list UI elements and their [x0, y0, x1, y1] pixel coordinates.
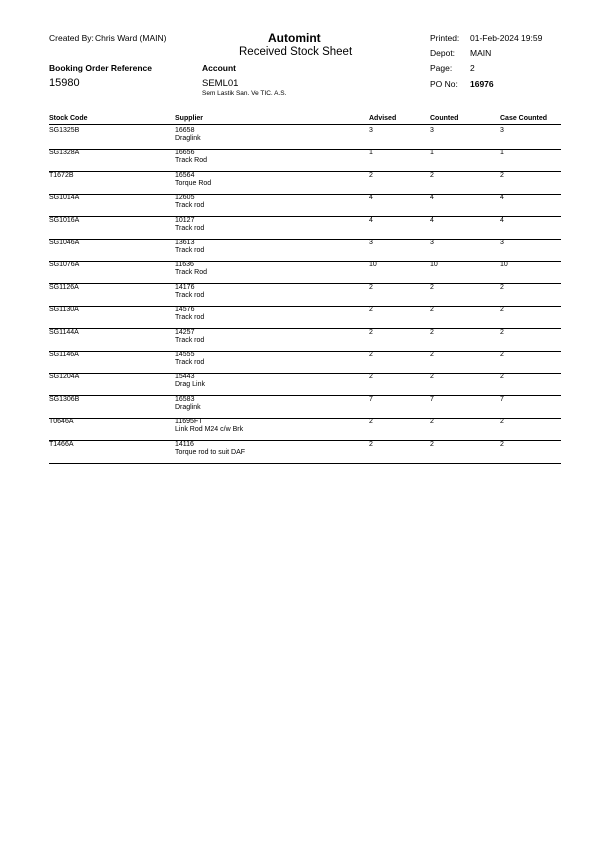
advised-cell: 10 — [369, 261, 377, 269]
counted-cell: 2 — [430, 283, 434, 291]
booking-ref-value: 15980 — [49, 77, 80, 89]
case-counted-cell: 2 — [500, 418, 504, 426]
advised-cell: 2 — [369, 418, 373, 426]
description-cell: Torque rod to suit DAF — [175, 448, 246, 456]
case-counted-cell: 3 — [500, 127, 504, 134]
supplier-cell: 14116 — [175, 440, 194, 448]
description-cell: Torque Rod — [175, 179, 212, 187]
advised-cell: 3 — [369, 127, 373, 134]
description-cell: Draglink — [175, 403, 201, 411]
booking-ref-label: Booking Order Reference — [49, 63, 152, 73]
stock-code-cell: SG1130A — [49, 306, 79, 314]
table-row — [0, 351, 595, 373]
case-counted-cell: 2 — [500, 373, 504, 381]
description-cell: Track Rod — [175, 269, 208, 277]
header-divider — [49, 124, 561, 125]
table-row — [0, 194, 595, 216]
description-cell: Link Rod M24 c/w Brk — [175, 426, 244, 434]
table-row — [0, 261, 595, 283]
table-row — [0, 418, 595, 440]
stock-code-cell: SG1126A — [49, 283, 79, 291]
advised-cell: 3 — [369, 239, 373, 246]
counted-cell: 7 — [430, 395, 434, 403]
col-header-supplier: Supplier — [175, 115, 204, 122]
stock-code-cell: SG1325B — [49, 127, 80, 134]
case-counted-cell: 3 — [500, 239, 504, 246]
supplier-cell: 16583 — [175, 395, 195, 403]
counted-cell: 10 — [430, 261, 438, 269]
depot-value: MAIN — [470, 48, 492, 58]
stock-code-cell: SG1204A — [49, 373, 80, 381]
advised-cell: 2 — [369, 328, 373, 336]
supplier-cell: 11636 — [175, 261, 194, 269]
stock-code-cell: SG1328A — [49, 149, 80, 157]
po-label: PO No: — [430, 79, 458, 89]
advised-cell: 4 — [369, 216, 373, 224]
case-counted-cell: 2 — [500, 351, 504, 358]
counted-cell: 3 — [430, 127, 434, 134]
stock-code-cell: SG1046A — [49, 239, 80, 246]
counted-cell: 2 — [430, 306, 434, 314]
case-counted-cell: 10 — [500, 261, 508, 269]
counted-cell: 4 — [430, 194, 434, 202]
counted-cell: 2 — [430, 440, 434, 448]
supplier-cell: 16658 — [175, 127, 195, 134]
account-name: Sem Lastik San. Ve TIC. A.S. — [202, 90, 287, 97]
stock-code-cell: SG1306B — [49, 395, 80, 403]
table-row — [0, 239, 595, 261]
case-counted-cell: 7 — [500, 395, 504, 403]
supplier-cell: 15443 — [175, 373, 195, 381]
advised-cell: 7 — [369, 395, 373, 403]
counted-cell: 2 — [430, 351, 434, 358]
advised-cell: 1 — [369, 149, 373, 157]
counted-cell: 2 — [430, 328, 434, 336]
counted-cell: 3 — [430, 239, 434, 246]
table-row — [0, 329, 595, 351]
counted-cell: 2 — [430, 418, 434, 426]
advised-cell: 2 — [369, 351, 373, 358]
supplier-cell: 11695FT — [175, 418, 203, 426]
printed-value: 01-Feb-2024 19:59 — [470, 33, 543, 43]
counted-cell: 4 — [430, 216, 434, 224]
case-counted-cell: 1 — [500, 149, 504, 157]
company-name: Automint — [268, 31, 321, 45]
description-cell: Track rod — [175, 314, 205, 322]
po-value: 16976 — [470, 79, 494, 89]
case-counted-cell: 4 — [500, 216, 504, 224]
case-counted-cell: 4 — [500, 194, 504, 202]
description-cell: Track rod — [175, 291, 205, 299]
created-by-value: Chris Ward (MAIN) — [95, 33, 167, 43]
depot-label: Depot: — [430, 48, 456, 58]
counted-cell: 1 — [430, 149, 434, 157]
description-cell: Track Rod — [175, 157, 208, 165]
table-row — [0, 217, 595, 239]
description-cell: Track rod — [175, 247, 205, 254]
counted-cell: 2 — [430, 171, 434, 179]
supplier-cell: 14555 — [175, 351, 195, 358]
stock-code-cell: SG1016A — [49, 216, 80, 224]
stock-code-cell: T1466A — [49, 440, 74, 448]
page-value: 2 — [470, 63, 475, 73]
description-cell: Draglink — [175, 135, 201, 142]
account-label: Account — [202, 63, 236, 73]
supplier-cell: 12605 — [175, 194, 195, 202]
stock-code-cell: T0646A — [49, 418, 74, 426]
stock-code-cell: SG1014A — [49, 194, 80, 202]
supplier-cell: 16656 — [175, 149, 195, 157]
supplier-cell: 16564 — [175, 171, 195, 179]
table-row — [0, 396, 595, 418]
advised-cell: 2 — [369, 373, 373, 381]
advised-cell: 2 — [369, 306, 373, 314]
description-cell: Track rod — [175, 202, 205, 210]
advised-cell: 2 — [369, 283, 373, 291]
table-row — [0, 306, 595, 328]
advised-cell: 4 — [369, 194, 373, 202]
supplier-cell: 10127 — [175, 216, 195, 224]
stock-code-cell: T1672B — [49, 171, 74, 179]
col-header-advised: Advised — [369, 115, 397, 122]
case-counted-cell: 2 — [500, 283, 504, 291]
created-by-label: Created By: — [49, 33, 94, 43]
report-title: Received Stock Sheet — [239, 46, 353, 58]
page-label: Page: — [430, 63, 453, 73]
description-cell: Drag Link — [175, 381, 205, 389]
stock-code-cell: SG1146A — [49, 351, 79, 358]
col-header-stock-code: Stock Code — [49, 115, 88, 122]
stock-code-cell: SG1144A — [49, 328, 79, 336]
case-counted-cell: 2 — [500, 440, 504, 448]
row-divider — [49, 463, 561, 464]
table-row — [0, 284, 595, 306]
col-header-counted: Counted — [430, 115, 459, 122]
supplier-cell: 14576 — [175, 306, 195, 314]
counted-cell: 2 — [430, 373, 434, 381]
printed-label: Printed: — [430, 33, 460, 43]
description-cell: Track rod — [175, 336, 205, 344]
advised-cell: 2 — [369, 171, 373, 179]
description-cell: Track rod — [175, 224, 205, 232]
account-code: SEML01 — [202, 78, 239, 89]
supplier-cell: 14176 — [175, 283, 195, 291]
table-row — [0, 373, 595, 395]
supplier-cell: 14257 — [175, 328, 195, 336]
supplier-cell: 13613 — [175, 239, 195, 246]
col-header-case-counted: Case Counted — [500, 115, 548, 122]
case-counted-cell: 2 — [500, 328, 504, 336]
description-cell: Track rod — [175, 359, 205, 366]
table-row — [0, 441, 595, 463]
table-row — [0, 149, 595, 171]
case-counted-cell: 2 — [500, 171, 504, 179]
advised-cell: 2 — [369, 440, 373, 448]
table-row — [0, 127, 595, 149]
case-counted-cell: 2 — [500, 306, 504, 314]
table-row — [0, 172, 595, 194]
stock-code-cell: SG1076A — [49, 261, 80, 269]
